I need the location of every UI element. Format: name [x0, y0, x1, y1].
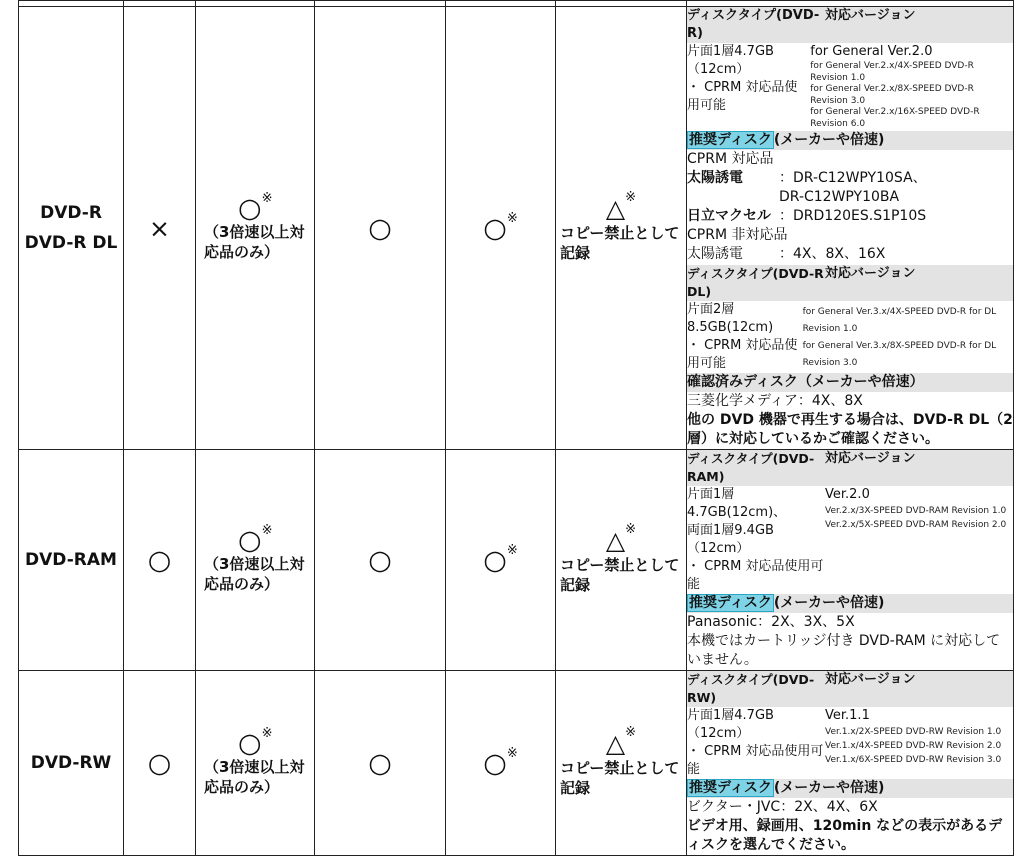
compat-cell — [124, 450, 196, 671]
compat-cell — [446, 671, 556, 856]
footer-note: 他の DVD 機器で再生する場合は、DVD-R DL（2層）に対応しているかご確認ください。 — [687, 412, 1013, 447]
copy-protect-note: コピー禁止として記録 — [560, 758, 680, 797]
compat-cell — [315, 671, 446, 856]
table-row-dvd-r — [19, 7, 1014, 450]
triangle-mark-icon: △※ — [605, 521, 637, 555]
confirmed-header: 確認済みディスク（メーカーや倍速） — [687, 373, 1013, 392]
footnote-mark: ※ — [506, 542, 518, 558]
spec-header: ディスクタイプ(DVD-RAM) 対応バージョン — [687, 450, 1013, 486]
footnote-mark: ※ — [261, 522, 273, 538]
copy-cell — [556, 671, 687, 856]
maker-row: 日立マクセル ：DRD120ES.S1P10S — [687, 208, 927, 224]
spec-body: 片面1層4.7GB(12cm)、 両面1層9.4GB（12cm） ・ CPRM 対応品使用可能 Ver.2.0 Ver.2.x/3X-SPEED DVD-RAM Revision 1.0 Ver.2.x/5X-SPEED DVD-RAM Revision 2.0 — [687, 487, 1007, 592]
spec-header: ディスクタイプ(DVD-RW) 対応バージョン — [687, 671, 1013, 707]
spec-header-dl: ディスクタイプ(DVD-R DL) 対応バージョン — [687, 265, 1013, 301]
recommended-disc: Panasonic：2X、3X、5X — [687, 614, 855, 630]
compat-cell — [315, 450, 446, 671]
circle-mark-icon: ○ — [238, 727, 262, 759]
disc-name-dvd-r-dl: DVD-R DL — [24, 233, 118, 253]
compat-cell — [196, 7, 315, 450]
spec-body: 片面1層4.7GB（12cm） ・ CPRM 対応品使用可能 for General Ver.2.0 for General Ver.2.x/4X-SPEED DVD-R Revision 1.0 for General Ver.2.x/8X-SPEED DVD-R Revision 3.0 for General Ver.2.x/16X-SPEED DVD-R Revision 6.0 — [687, 44, 980, 129]
speed-note: （3倍速以上対応品のみ） — [204, 222, 305, 261]
triangle-mark-icon: △※ — [605, 724, 637, 758]
footnote-mark: ※ — [261, 725, 273, 741]
recommended-header: 推奨ディスク (メーカーや倍速) — [687, 131, 1013, 150]
compat-cell — [196, 671, 315, 856]
copy-cell — [556, 450, 687, 671]
compat-cell — [446, 450, 556, 671]
footer-note: 本機ではカートリッジ付き DVD-RAM に対応していません。 — [687, 633, 1001, 668]
circle-mark-icon: ○ — [368, 212, 392, 244]
compat-cell — [124, 671, 196, 856]
confirmed-disc: 三菱化学メディア：4X、8X — [687, 393, 863, 409]
cprm-ok-label: CPRM 対応品 — [687, 151, 774, 167]
disc-name-dvd-ram: DVD-RAM — [19, 450, 124, 671]
cross-mark-icon: × — [149, 213, 170, 243]
disc-compatibility-table — [18, 0, 1014, 856]
circle-mark-icon: ○ — [483, 747, 507, 779]
copy-protect-note: コピー禁止として記録 — [560, 555, 680, 594]
table-row-dvd-ram — [19, 450, 1014, 671]
compat-cell — [124, 7, 196, 450]
circle-mark-icon: ○ — [368, 544, 392, 576]
disc-detail-cell — [687, 671, 1014, 856]
cprm-ng-label: CPRM 非対応品 — [687, 227, 788, 243]
disc-detail-cell — [687, 7, 1014, 450]
footnote-mark: ※ — [506, 745, 518, 761]
compat-cell — [446, 7, 556, 450]
circle-mark-icon: ○ — [147, 747, 172, 779]
circle-mark-icon: ○ — [483, 212, 507, 244]
disc-name-dvd-rw: DVD-RW — [19, 671, 124, 856]
copy-cell — [556, 7, 687, 450]
compat-cell — [315, 7, 446, 450]
maker-row: 太陽誘電 ：DR-C12WPY10SA、 — [687, 170, 927, 186]
circle-mark-icon: ○ — [483, 544, 507, 576]
spec-body: 片面1層4.7GB（12cm） ・ CPRM 対応品使用可能 Ver.1.1 Ver.1.x/2X-SPEED DVD-RW Revision 1.0 Ver.1.x/4X-SPEED DVD-RW Revision 2.0 Ver.1.x/6X-SPEED DVD-RW Revision 3.0 — [687, 708, 1002, 777]
circle-mark-icon: ○ — [238, 524, 262, 556]
copy-protect-note: コピー禁止として記録 — [560, 223, 680, 262]
disc-name-dvd-r: DVD-R — [40, 203, 102, 223]
circle-mark-icon: ○ — [368, 747, 392, 779]
speed-note: （3倍速以上対応品のみ） — [204, 554, 305, 593]
disc-name-cell — [19, 7, 124, 450]
circle-mark-icon: ○ — [238, 192, 262, 224]
footer-note: ビデオ用、録画用、120min などの表示があるディスクを選んでください。 — [687, 818, 1003, 853]
recommended-header: 推奨ディスク (メーカーや倍速) — [687, 594, 1013, 613]
recommended-header: 推奨ディスク (メーカーや倍速) — [687, 779, 1013, 798]
disc-detail-cell — [687, 450, 1014, 671]
spec-body-dl: 片面2層8.5GB(12cm) ・ CPRM 対応品使用可能 for General Ver.3.x/4X-SPEED DVD-R for DL Revision 1.0 for General Ver.3.x/8X-SPEED DVD-R for DL Revision 3.0 — [687, 302, 997, 371]
compat-cell — [196, 450, 315, 671]
recommended-disc: ビクター・JVC：2X、4X、6X — [687, 799, 878, 815]
spec-header: ディスクタイプ(DVD-R) 対応バージョン — [687, 7, 1013, 43]
footnote-mark: ※ — [506, 210, 518, 226]
maker-row: 太陽誘電 ：4X、8X、16X — [687, 246, 886, 262]
triangle-mark-icon: △※ — [605, 189, 637, 223]
speed-note: （3倍速以上対応品のみ） — [204, 757, 305, 796]
maker-row: DR-C12WPY10BA — [779, 189, 900, 205]
footnote-mark: ※ — [261, 190, 273, 206]
table-row-dvd-rw — [19, 671, 1014, 856]
circle-mark-icon: ○ — [147, 544, 172, 576]
